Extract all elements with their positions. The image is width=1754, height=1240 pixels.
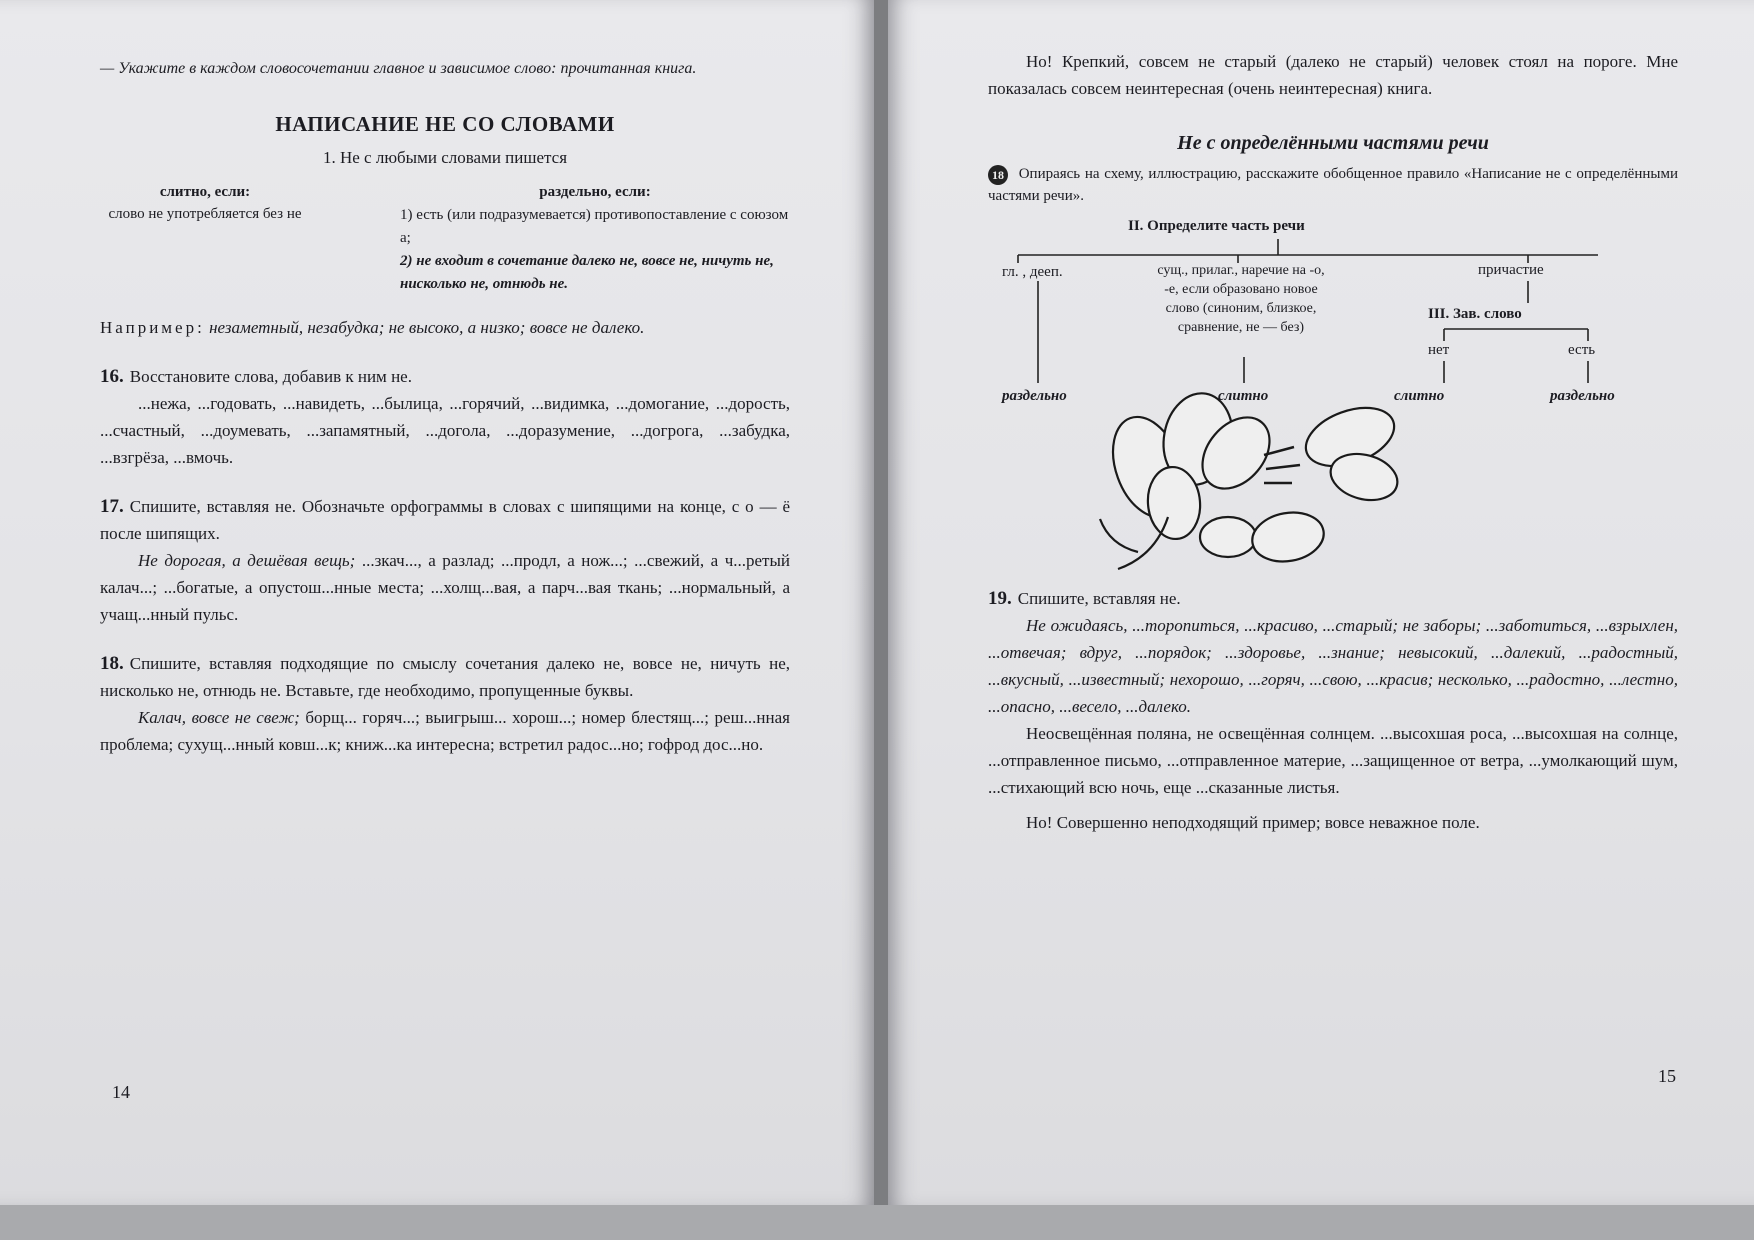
left-page-content [100, 56, 790, 758]
task-19-text-2: Неосвещённая поляна, не освещённая солнцем. ...высохшая роса, ...высохшая на солнце, ...отправленное письмо, ...отправленное материе, ...защищенное от ветра, ...умолкающий шум, ...стихающий всю ночь, еще ...сказанные листья. [988, 724, 1678, 797]
example-label: Например: [100, 318, 205, 337]
scheme-sub-no: нет [1428, 342, 1450, 358]
task-18-right-heading: Опираясь на схему, иллюстрацию, расскажите обобщенное правило «Написание не с определёнными частями речи». [988, 166, 1678, 204]
scheme-branch-participle: причастие [1478, 262, 1544, 278]
scheme-title: II. Определите часть речи [1128, 218, 1305, 234]
rule-table [100, 181, 790, 296]
task-19-text: Не ожидаясь, ...торопиться, ...красиво, ...старый; не заборы; ...заботиться, ...взрыхлен, ...отвечая; вдруг, ...порядок; ...здоровье, ...знание; невысокий, ...далекий, ...радостный, ...вкусный, ...известный; нехорошо, ...горяч, ...свою, ...красив; несколько, ...радостно, ...лестно, ...опасно, ...весело, ...далеко. [988, 616, 1678, 716]
task-17 [100, 493, 790, 628]
rule-left-text: слово не употребляется без не [108, 206, 302, 222]
task-19-note: Но! Совершенно неподходящий пример; вовсе неважное поле. [1026, 813, 1480, 832]
scheme-sub-yes: есть [1568, 342, 1596, 358]
rule-title: 1. Не с любыми словами пишется [322, 148, 568, 167]
task-18-body [100, 704, 790, 758]
scheme-result-1: раздельно [1002, 388, 1067, 404]
rule-left-head: слитно, если: [159, 184, 251, 200]
left-page [0, 0, 874, 1205]
rule-right-item-2: 2) не входит в сочетание далеко не, вовсе не, ничуть не, нисколько не, отнюдь не. [400, 253, 774, 292]
rule-left-column [100, 181, 310, 296]
task-marker-icon: 18 [988, 165, 1008, 185]
rule-right-column [400, 181, 790, 296]
task-17-text: ...зкач..., а разлад; ...продл, а нож...; ...свежий, а ч...ретый калач...; ...богатые, а опустош...нные места; ...холщ...вая, а парч...вая ткань; ...нормальный, а учащ...нный пульс. [100, 551, 790, 624]
task-19 [988, 585, 1678, 836]
flower-illustration [1100, 388, 1403, 569]
scheme-branch-noun: сущ., прилаг., наречие на -о, -е, если образовано новое слово (синоним, близкое, сравнение, не — без) [1157, 263, 1325, 335]
right-section-title: Не с определёнными частями речи [1177, 132, 1489, 154]
task-16-number: 16. [100, 366, 124, 387]
task-18-heading: Спишите, вставляя подходящие по смыслу сочетания далеко не, вовсе не, ничуть не, нисколько не, отнюдь не. Вставьте, где необходимо, пропущенные буквы. [100, 654, 790, 700]
scheme-result-2: слитно [1218, 388, 1269, 404]
left-intro: — Укажите в каждом словосочетании главное и зависимое слово: прочитанная книга. [100, 60, 697, 77]
scheme-sub-title: III. Зав. слово [1428, 306, 1522, 322]
book-gutter [874, 0, 888, 1240]
task-18-number: 18. [100, 653, 124, 674]
task-16-heading: Восстановите слова, добавив к ним не. [129, 367, 412, 386]
example-line [100, 314, 790, 341]
task-18-right [988, 163, 1678, 207]
right-intro: Но! Крепкий, совсем не старый (далеко не старый) человек стоял на пороге. Мне показалась совсем неинтересная (очень неинтересная) книга. [988, 52, 1678, 98]
rule-scheme-diagram [988, 217, 1678, 577]
right-page [888, 0, 1754, 1205]
task-19-heading: Спишите, вставляя не. [1017, 589, 1181, 608]
task-17-example: Не дорогая, а дешёвая вещь; [138, 551, 356, 570]
rule-right-head: раздельно, если: [539, 184, 651, 200]
rule-right-item-1: 1) есть (или подразумевается) противопоставление с союзом а; [400, 207, 789, 246]
scheme-result-4: раздельно [1550, 388, 1615, 404]
task-18 [100, 650, 790, 758]
task-16 [100, 363, 790, 471]
left-page-number: 14 [112, 1082, 130, 1102]
task-18-text: борщ... горяч...; выигрыш... хорош...; номер блестящ...; реш...нная проблема; сухущ...нный ковш...к; книж...ка интересна; встретил радос...но; гофрод дос...но. [100, 708, 790, 754]
right-page-number: 15 [1658, 1066, 1676, 1086]
right-page-content [988, 48, 1678, 836]
task-17-body [100, 547, 790, 628]
scheme-result-3: слитно [1394, 388, 1445, 404]
task-18-example: Калач, вовсе не свеж; [138, 708, 300, 727]
scan-bottom-edge [0, 1205, 1754, 1240]
task-16-text: ...нежа, ...годовать, ...навидеть, ...былица, ...горячий, ...видимка, ...домогание, ...дорость, ...счастный, ...доумевать, ...запамятный, ...догола, ...доразумение, ...догрога, ...забудка, ...взгрёза, ...вмочь. [100, 394, 790, 467]
scheme-branch-verb: гл. , дееп. [1002, 264, 1063, 280]
task-17-heading: Спишите, вставляя не. Обозначьте орфограммы в словах с шипящими на конце, с о — ё после шипящих. [100, 497, 790, 543]
section-title: НАПИСАНИЕ НЕ СО СЛОВАМИ [275, 112, 615, 136]
task-17-number: 17. [100, 496, 124, 517]
example-text: незаметный, незабудка; не высоко, а низко; вовсе не далеко. [209, 318, 645, 337]
task-19-number: 19. [988, 588, 1012, 609]
